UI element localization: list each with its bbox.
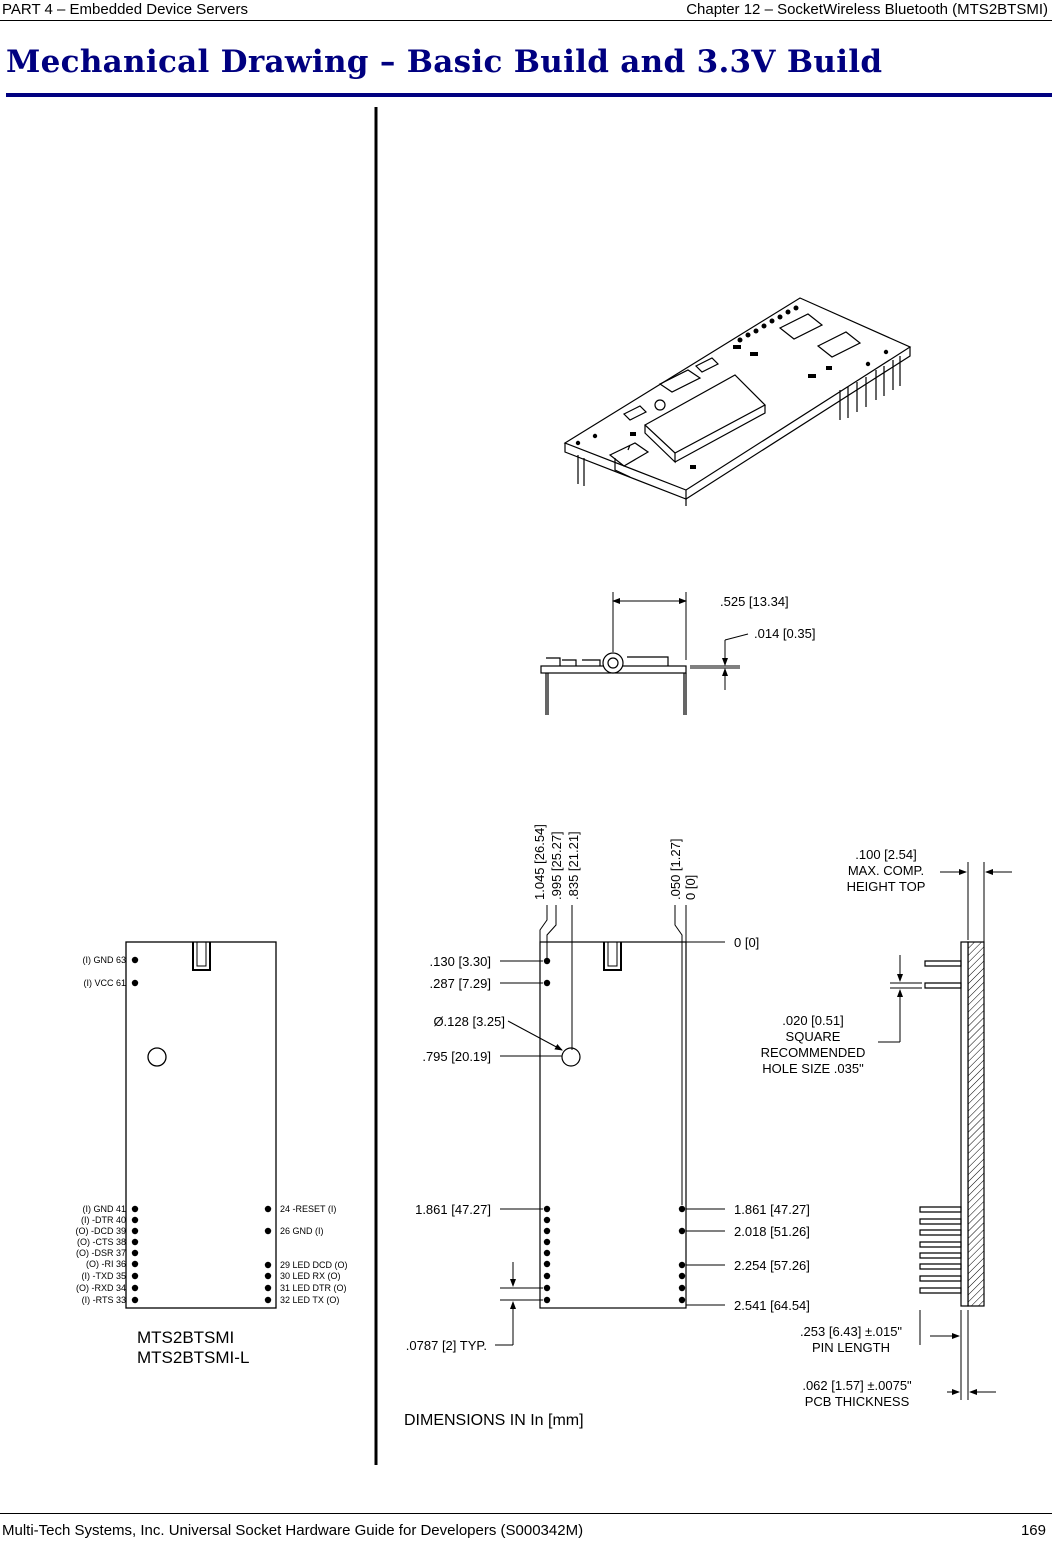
side-view bbox=[541, 592, 748, 715]
dim-label: SQUARE bbox=[785, 1029, 841, 1044]
dim-label: .0787 [2] TYP. bbox=[405, 1338, 487, 1353]
pin-label: (O) -DSR 37 bbox=[75, 1248, 126, 1258]
mounting-hole bbox=[148, 1048, 166, 1066]
pin-label: (I) GND 63 bbox=[82, 955, 126, 965]
dim-label: .253 [6.43] ±.015" bbox=[799, 1324, 903, 1339]
pin-label: 26 GND (I) bbox=[280, 1226, 324, 1236]
dim-label: .287 [7.29] bbox=[429, 976, 491, 991]
header-part: PART 4 – Embedded Device Servers bbox=[2, 1, 248, 18]
dim-label: .020 [0.51] bbox=[782, 1013, 844, 1028]
dim-label: 0 [0] bbox=[683, 874, 698, 900]
pin-label: (I) -DTR 40 bbox=[81, 1215, 126, 1225]
dim-label: .050 [1.27] bbox=[668, 838, 683, 900]
dim-label: PIN LENGTH bbox=[811, 1340, 891, 1355]
module-outline bbox=[126, 942, 276, 1308]
units-note: DIMENSIONS IN In [mm] bbox=[404, 1412, 584, 1429]
pin-label: 24 -RESET (I) bbox=[280, 1204, 337, 1214]
pin-label: 30 LED RX (O) bbox=[280, 1271, 341, 1281]
dim-label: 1.861 [47.27] bbox=[734, 1202, 810, 1217]
pin-label: (O) -DCD 39 bbox=[75, 1226, 126, 1236]
dim-label: RECOMMENDED bbox=[760, 1045, 866, 1060]
dim-label: .062 [1.57] ±.0075" bbox=[802, 1378, 912, 1393]
dim-label: .795 [20.19] bbox=[422, 1049, 491, 1064]
pin-label: 29 LED DCD (O) bbox=[280, 1260, 348, 1270]
pin-label: 31 LED DTR (O) bbox=[280, 1283, 347, 1293]
vertical-dimensions bbox=[532, 824, 698, 900]
dim-label: .100 [2.54] bbox=[855, 847, 917, 862]
dim-label: 2.254 [57.26] bbox=[734, 1258, 810, 1273]
left-dimensions bbox=[406, 954, 505, 1353]
dim-label: 1.861 [47.27] bbox=[415, 1202, 491, 1217]
dim-label: 0 [0] bbox=[734, 935, 760, 950]
page-number: 169 bbox=[1020, 1522, 1046, 1539]
dim-label: .995 [25.27] bbox=[549, 831, 564, 900]
dim-label: Ø.128 [3.25] bbox=[433, 1014, 505, 1029]
dim-label: MAX. COMP. bbox=[847, 863, 925, 878]
dim-label: PCB THICKNESS bbox=[804, 1394, 910, 1409]
pin-label: 32 LED TX (O) bbox=[280, 1295, 340, 1305]
top-view bbox=[495, 905, 725, 1345]
dim-label: .130 [3.30] bbox=[429, 954, 491, 969]
pin-label: (O) -RI 36 bbox=[85, 1259, 126, 1269]
footer-doc-title: Multi-Tech Systems, Inc. Universal Socket Hardware Guide for Developers (S000342M) bbox=[2, 1522, 584, 1539]
pin-label: (I) GND 41 bbox=[82, 1204, 126, 1214]
model-name-l: MTS2BTSMI-L bbox=[137, 1348, 250, 1367]
pin-label: (O) -CTS 38 bbox=[76, 1237, 126, 1247]
pinout-diagram bbox=[75, 942, 347, 1367]
model-name: MTS2BTSMI bbox=[137, 1328, 235, 1347]
page-footer bbox=[0, 1513, 1052, 1542]
end-view bbox=[878, 862, 1012, 1400]
isometric-view bbox=[565, 298, 910, 506]
pin-label: (I) -RTS 33 bbox=[81, 1295, 126, 1305]
dim-label: .014 [0.35] bbox=[754, 626, 816, 641]
dim-label: HEIGHT TOP bbox=[846, 879, 926, 894]
pin-label: (I) VCC 61 bbox=[83, 978, 126, 988]
pin-label: (I) -TXD 35 bbox=[81, 1271, 126, 1281]
dim-label: 1.045 [26.54] bbox=[532, 824, 547, 900]
dim-label: 2.018 [51.26] bbox=[734, 1224, 810, 1239]
dim-label: .835 [21.21] bbox=[566, 831, 581, 900]
right-dimensions bbox=[734, 935, 810, 1313]
header-chapter: Chapter 12 – SocketWireless Bluetooth (MTS2BTSMI) bbox=[686, 1, 1048, 18]
dim-label: HOLE SIZE .035" bbox=[762, 1061, 864, 1076]
pin-label: (O) -RXD 34 bbox=[75, 1283, 126, 1293]
dim-label: .525 [13.34] bbox=[720, 594, 789, 609]
page-title: Mechanical Drawing – Basic Build and 3.3V Build bbox=[6, 44, 883, 80]
end-view-labels bbox=[761, 847, 926, 1409]
dim-label: 2.541 [64.54] bbox=[734, 1298, 810, 1313]
